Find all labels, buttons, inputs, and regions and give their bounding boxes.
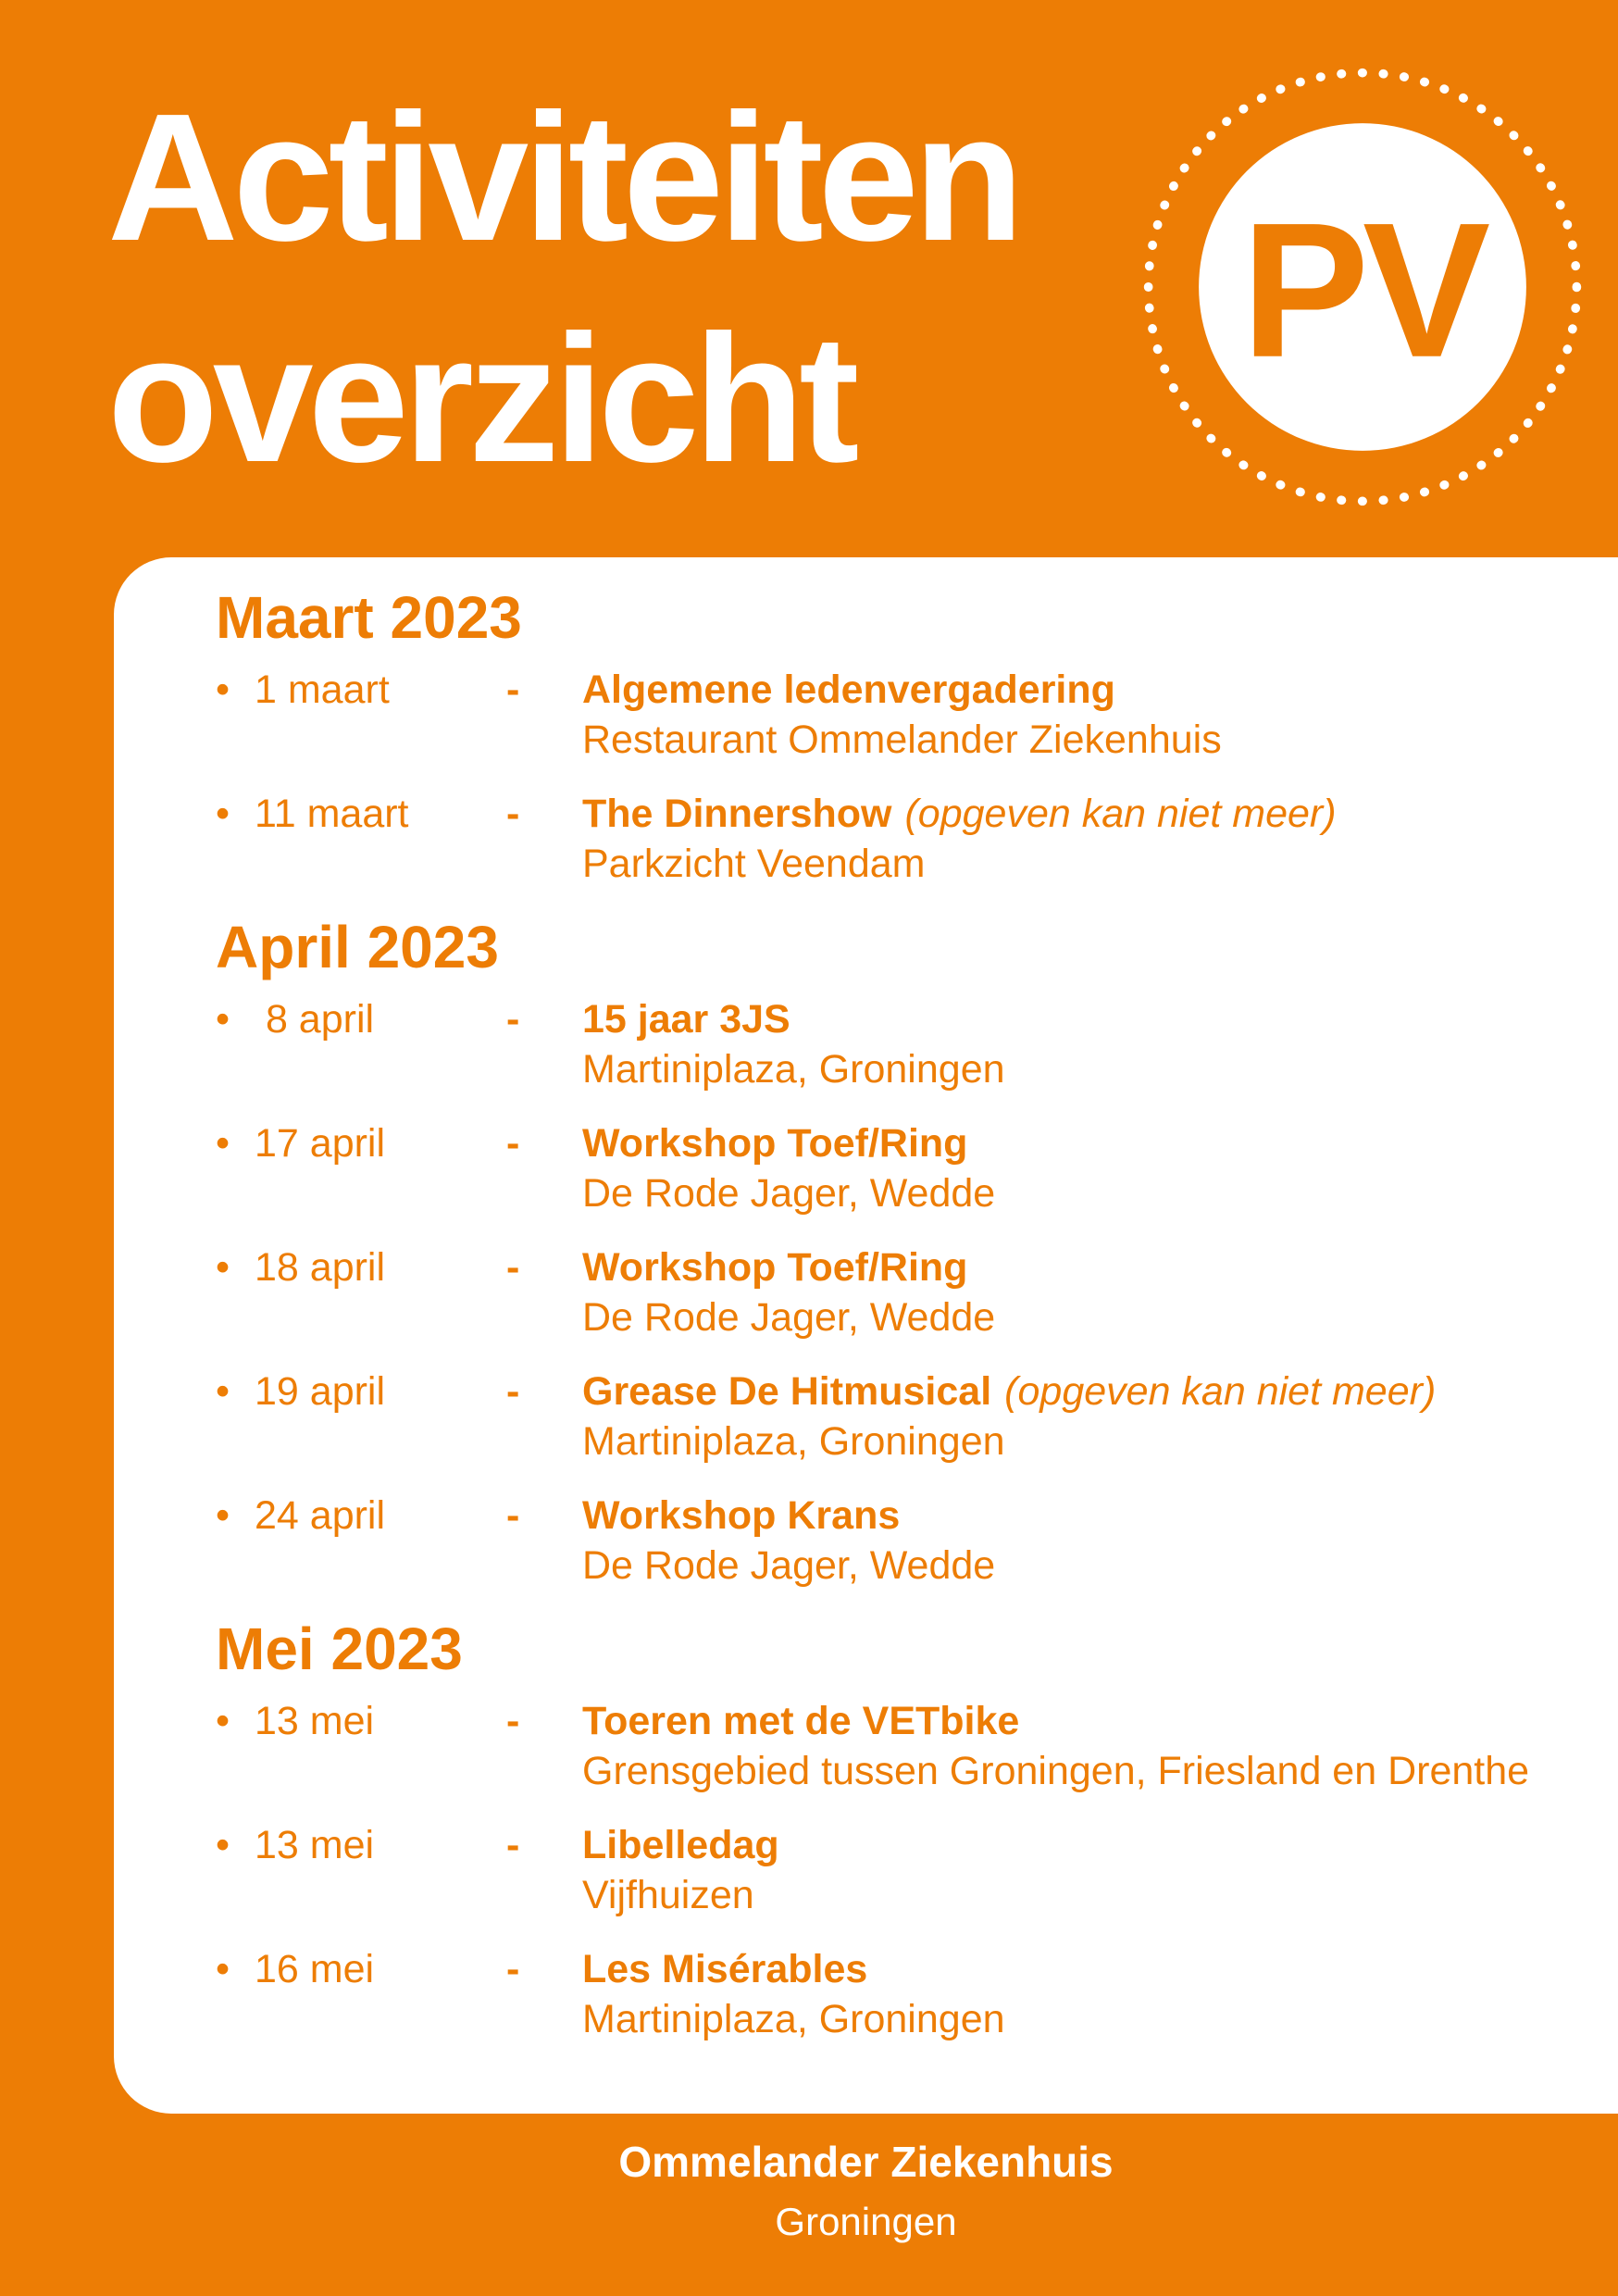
bullet-dot-icon: • bbox=[216, 668, 230, 712]
event-separator: - bbox=[506, 1493, 520, 1538]
bullet-dot-icon: • bbox=[216, 792, 230, 836]
event-title-line bbox=[582, 1823, 779, 1867]
event-venue: De Rode Jager, Wedde bbox=[582, 1543, 996, 1588]
event-note: (opgeven kan niet meer) bbox=[1004, 1369, 1437, 1414]
event-title-line bbox=[582, 1947, 867, 1991]
bullet-dot-icon: • bbox=[216, 1823, 230, 1867]
pv-logo bbox=[1139, 64, 1586, 510]
event-text bbox=[582, 1820, 1581, 1920]
month-section bbox=[216, 585, 1581, 889]
event-title-line bbox=[582, 1121, 967, 1166]
event-row bbox=[216, 1820, 1581, 1920]
event-list bbox=[216, 994, 1581, 1591]
event-text bbox=[582, 1118, 1581, 1218]
event-venue: Restaurant Ommelander Ziekenhuis bbox=[582, 718, 1222, 762]
event-separator: - bbox=[506, 1245, 520, 1290]
page-title-line-1: Activiteiten bbox=[107, 76, 1019, 279]
event-separator: - bbox=[506, 1947, 520, 1991]
event-note: (opgeven kan niet meer) bbox=[904, 792, 1337, 836]
bullet-dot-icon: • bbox=[216, 1245, 230, 1290]
event-text bbox=[582, 1242, 1581, 1342]
page-title-line-2: overzicht bbox=[107, 297, 854, 501]
event-title: Grease De Hitmusical bbox=[582, 1369, 992, 1414]
event-date: 13 mei bbox=[255, 1823, 375, 1867]
event-venue: Martiniplaza, Groningen bbox=[582, 1997, 1005, 2041]
event-list bbox=[216, 1696, 1581, 2044]
event-row bbox=[216, 1491, 1581, 1591]
event-row bbox=[216, 665, 1581, 765]
event-text bbox=[582, 1491, 1581, 1591]
event-text bbox=[582, 1944, 1581, 2044]
footer-city: Groningen bbox=[775, 2200, 957, 2243]
page-title bbox=[107, 67, 1018, 509]
event-date: 16 mei bbox=[255, 1947, 375, 1991]
event-title-line bbox=[582, 1369, 1436, 1414]
event-separator: - bbox=[506, 668, 520, 712]
event-title-line bbox=[582, 1245, 967, 1290]
event-separator: - bbox=[506, 1121, 520, 1166]
event-title: Workshop Krans bbox=[582, 1493, 901, 1538]
event-date: 24 april bbox=[255, 1493, 386, 1538]
event-text bbox=[582, 789, 1581, 889]
event-date: 1 maart bbox=[255, 668, 390, 712]
event-separator: - bbox=[506, 1823, 520, 1867]
event-title: Les Misérables bbox=[582, 1947, 868, 1991]
event-title: Workshop Toef/Ring bbox=[582, 1245, 968, 1290]
event-title: Algemene ledenvergadering bbox=[582, 668, 1115, 712]
event-title: Libelledag bbox=[582, 1823, 779, 1867]
event-text bbox=[582, 1696, 1581, 1796]
event-date: 13 mei bbox=[255, 1699, 375, 1743]
bullet-dot-icon: • bbox=[216, 1699, 230, 1743]
event-text bbox=[582, 994, 1581, 1094]
section-heading: April 2023 bbox=[216, 914, 499, 980]
event-title: The Dinnershow bbox=[582, 792, 892, 836]
bullet-dot-icon: • bbox=[216, 997, 230, 1042]
event-separator: - bbox=[506, 1699, 520, 1743]
event-venue: Parkzicht Veendam bbox=[582, 842, 926, 886]
event-title-line bbox=[582, 668, 1115, 712]
event-title: Workshop Toef/Ring bbox=[582, 1121, 968, 1166]
event-row bbox=[216, 1366, 1581, 1466]
event-title-line bbox=[582, 997, 790, 1042]
section-heading: Maart 2023 bbox=[216, 584, 522, 651]
event-date: 8 april bbox=[255, 997, 375, 1042]
event-row bbox=[216, 789, 1581, 889]
event-date: 11 maart bbox=[255, 792, 409, 836]
event-venue: De Rode Jager, Wedde bbox=[582, 1171, 996, 1216]
footer-organization: Ommelander Ziekenhuis bbox=[618, 2138, 1114, 2186]
event-list bbox=[216, 665, 1581, 889]
section-heading: Mei 2023 bbox=[216, 1616, 463, 1682]
bullet-dot-icon: • bbox=[216, 1493, 230, 1538]
event-venue: Martiniplaza, Groningen bbox=[582, 1419, 1005, 1464]
event-row bbox=[216, 1242, 1581, 1342]
event-separator: - bbox=[506, 792, 520, 836]
event-row bbox=[216, 1944, 1581, 2044]
event-venue: Martiniplaza, Groningen bbox=[582, 1047, 1005, 1092]
bullet-dot-icon: • bbox=[216, 1947, 230, 1991]
event-separator: - bbox=[506, 997, 520, 1042]
event-date: 19 april bbox=[255, 1369, 386, 1414]
footer bbox=[114, 2137, 1618, 2244]
bullet-dot-icon: • bbox=[216, 1369, 230, 1414]
event-venue: Vijfhuizen bbox=[582, 1873, 754, 1917]
pv-logo-text: PV bbox=[1240, 181, 1485, 397]
events-panel bbox=[114, 557, 1618, 2114]
event-date: 17 april bbox=[255, 1121, 386, 1166]
event-separator: - bbox=[506, 1369, 520, 1414]
event-title-line bbox=[582, 792, 1337, 836]
event-text bbox=[582, 1366, 1581, 1466]
event-title-line bbox=[582, 1493, 900, 1538]
event-row bbox=[216, 1696, 1581, 1796]
event-title: 15 jaar 3JS bbox=[582, 997, 790, 1042]
event-title-line bbox=[582, 1699, 1019, 1743]
event-date: 18 april bbox=[255, 1245, 386, 1290]
event-title: Toeren met de VETbike bbox=[582, 1699, 1020, 1743]
event-row bbox=[216, 1118, 1581, 1218]
event-text bbox=[582, 665, 1581, 765]
month-section bbox=[216, 1616, 1581, 2044]
bullet-dot-icon: • bbox=[216, 1121, 230, 1166]
event-venue: Grensgebied tussen Groningen, Friesland en Drenthe bbox=[582, 1749, 1530, 1793]
event-row bbox=[216, 994, 1581, 1094]
event-venue: De Rode Jager, Wedde bbox=[582, 1295, 996, 1340]
month-section bbox=[216, 915, 1581, 1591]
